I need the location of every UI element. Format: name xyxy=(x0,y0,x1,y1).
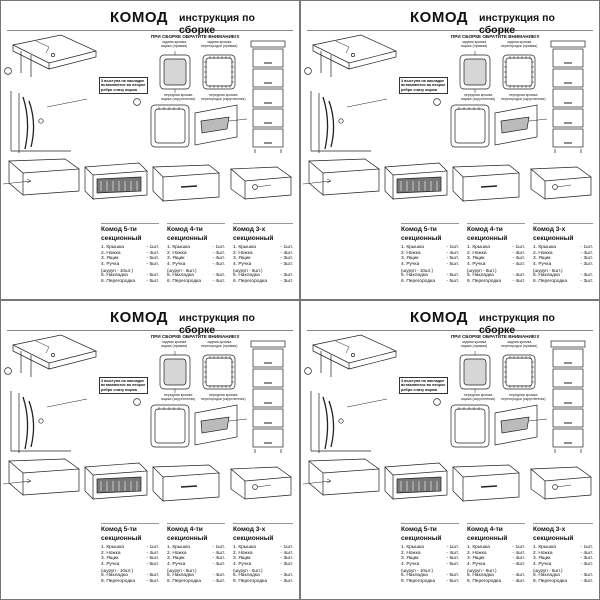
parts-title: Комод 3-х xyxy=(233,226,266,233)
part-name: 5. Накладка xyxy=(401,273,428,279)
frame-and-drawer-drawing xyxy=(151,105,247,147)
screw-note: (шуруп - 6шт.) xyxy=(233,567,263,573)
part-name: 6. Перегородка xyxy=(533,578,567,584)
part-qty: - 4шт. xyxy=(512,573,525,579)
sheet-subtitle: инструкция по сборке xyxy=(179,12,255,36)
part-name: 6. Перегородка xyxy=(101,578,135,584)
part-name: 5. Накладка xyxy=(101,273,128,279)
part-qty: - 1шт. xyxy=(146,544,159,550)
part-qty: - 1шт. xyxy=(212,244,225,250)
parts-list-3-section xyxy=(233,223,293,296)
part-qty: - 3шт. xyxy=(580,561,593,567)
parts-title: Комод 4-ти xyxy=(167,526,203,533)
parts-row xyxy=(533,579,593,585)
back-edge-caption: задняя кромка ящика (прямая) xyxy=(461,340,488,349)
lid-insertion-drawing xyxy=(313,335,396,377)
part-qty: - 4шт. xyxy=(512,273,525,279)
parts-row xyxy=(401,579,459,585)
frame-and-drawer-drawing xyxy=(451,105,547,147)
part-name: 6. Перегородка xyxy=(233,578,267,584)
part-name: 6. Перегородка xyxy=(101,278,135,284)
front-edge-caption: передняя кромка ящика (скругленная) xyxy=(161,393,196,402)
bump-note: 3 выступа на накладке вставляются во второе ребро снизу ящика xyxy=(99,377,148,394)
part-name: 5. Накладка xyxy=(233,573,260,579)
part-qty: - 3шт. xyxy=(580,578,593,584)
part-name: 4. Ручка xyxy=(401,261,420,267)
parts-title: Комод 4-ти xyxy=(467,526,503,533)
part-qty: - 5шт. xyxy=(446,561,459,567)
part-name: 2. Ножка xyxy=(167,250,187,256)
part-name: 2. Ножка xyxy=(101,550,121,556)
chest-tower-drawing xyxy=(251,41,285,153)
sheet-title: КОМОД xyxy=(410,309,468,326)
part-name: 5. Накладка xyxy=(467,573,494,579)
instruction-sheet-4 xyxy=(300,300,600,600)
part-name: 4. Ручка xyxy=(467,261,486,267)
parts-subtitle: секционный xyxy=(401,235,442,243)
screw-note: (шуруп - 10шт.) xyxy=(101,567,134,573)
part-qty: - 4шт. xyxy=(512,578,525,584)
part-qty: - 3шт. xyxy=(280,561,293,567)
drawer-assembly-row xyxy=(3,159,291,201)
part-qty: - 5шт. xyxy=(146,573,159,579)
part-qty: - 5шт. xyxy=(446,556,459,562)
parts-title: Комод 5-ти xyxy=(401,526,437,533)
corner-detail-drawing xyxy=(11,391,87,453)
parts-row xyxy=(167,579,225,585)
step-1-marker xyxy=(305,68,312,75)
partition-back-edge-caption: задняя кромка перегородки (прямая) xyxy=(501,40,538,49)
part-name: 3. Ящик xyxy=(101,556,119,562)
part-name: 6. Перегородка xyxy=(167,278,201,284)
parts-subtitle: секционный xyxy=(167,535,208,543)
part-qty: - 4шт. xyxy=(212,578,225,584)
part-name: 4. Ручка xyxy=(167,561,186,567)
part-qty: - 5шт. xyxy=(146,273,159,279)
part-name: 6. Перегородка xyxy=(401,578,435,584)
part-name: 5. Накладка xyxy=(167,573,194,579)
partition-front-edge-caption: передняя кромка перегородки (скругленная) xyxy=(501,93,546,102)
partition-drawing xyxy=(203,355,235,389)
parts-list-4-section xyxy=(467,223,525,296)
part-qty: - 3шт. xyxy=(580,256,593,262)
part-qty: - 5шт. xyxy=(446,278,459,284)
part-name: 1. Крышка xyxy=(401,544,424,550)
sheet-subtitle: инструкция по сборке xyxy=(479,12,555,36)
attention-note: ПРИ СБОРКЕ ОБРАТИТЕ ВНИМАНИЕ!!! xyxy=(451,334,540,339)
frame-and-drawer-drawing xyxy=(451,405,547,447)
step-2-marker xyxy=(434,99,441,106)
parts-title: Комод 3-х xyxy=(533,526,566,533)
part-qty: - 4шт. xyxy=(212,573,225,579)
instruction-sheet-3 xyxy=(0,300,300,600)
instruction-sheet-1 xyxy=(0,0,300,300)
part-name: 1. Крышка xyxy=(167,244,190,250)
part-name: 5. Накладка xyxy=(533,273,560,279)
part-name: 3. Ящик xyxy=(167,256,185,262)
part-name: 3. Ящик xyxy=(233,556,251,562)
part-qty: - 5шт. xyxy=(146,561,159,567)
parts-title: Комод 5-ти xyxy=(401,226,437,233)
part-name: 2. Ножка xyxy=(467,250,487,256)
part-name: 2. Ножка xyxy=(233,250,253,256)
part-qty: - 1шт. xyxy=(512,244,525,250)
part-qty: - 4шт. xyxy=(212,550,225,556)
parts-subtitle: секционный xyxy=(233,235,274,243)
parts-list-3-section xyxy=(533,523,593,596)
corner-detail-drawing xyxy=(311,391,387,453)
instruction-sheet-2 xyxy=(300,0,600,300)
bump-note: 3 выступа на накладке вставляются во второе ребро снизу ящика xyxy=(399,77,448,94)
part-qty: - 4шт. xyxy=(512,561,525,567)
part-name: 2. Ножка xyxy=(467,550,487,556)
parts-row xyxy=(233,279,293,285)
part-qty: - 4шт. xyxy=(280,550,293,556)
part-name: 2. Ножка xyxy=(233,550,253,556)
sheet-title: КОМОД xyxy=(110,9,168,26)
step-2-marker xyxy=(434,399,441,406)
part-name: 5. Накладка xyxy=(233,273,260,279)
part-qty: - 4шт. xyxy=(146,550,159,556)
part-name: 6. Перегородка xyxy=(167,578,201,584)
frame-and-drawer-drawing xyxy=(151,405,247,447)
parts-title: Комод 5-ти xyxy=(101,526,137,533)
attention-note: ПРИ СБОРКЕ ОБРАТИТЕ ВНИМАНИЕ!!! xyxy=(451,34,540,39)
bump-note: 3 выступа на накладке вставляются во второе ребро снизу ящика xyxy=(99,77,148,94)
front-edge-caption: передняя кромка ящика (скругленная) xyxy=(461,393,496,402)
part-name: 1. Крышка xyxy=(401,244,424,250)
part-name: 4. Ручка xyxy=(233,261,252,267)
parts-row xyxy=(533,279,593,285)
parts-subtitle: секционный xyxy=(233,535,274,543)
parts-subtitle: секционный xyxy=(101,535,142,543)
partition-back-edge-caption: задняя кромка перегородки (прямая) xyxy=(501,340,538,349)
part-qty: - 3шт. xyxy=(280,578,293,584)
lid-insertion-drawing xyxy=(13,35,96,77)
screw-note: (шуруп - 8шт.) xyxy=(167,567,197,573)
chest-tower-drawing xyxy=(551,41,585,153)
sheet-subtitle: инструкция по сборке xyxy=(479,312,555,336)
lid-insertion-drawing xyxy=(13,335,96,377)
part-qty: - 5шт. xyxy=(446,256,459,262)
parts-row xyxy=(101,579,159,585)
part-qty: - 3шт. xyxy=(280,278,293,284)
sheet-title: КОМОД xyxy=(110,309,168,326)
parts-subtitle: секционный xyxy=(167,235,208,243)
part-qty: - 3шт. xyxy=(280,256,293,262)
part-qty: - 4шт. xyxy=(280,250,293,256)
partition-front-edge-caption: передняя кромка перегородки (скругленная) xyxy=(201,93,246,102)
part-name: 5. Накладка xyxy=(467,273,494,279)
drawer-front-drawing xyxy=(460,51,490,93)
part-qty: - 5шт. xyxy=(146,261,159,267)
parts-row xyxy=(167,279,225,285)
part-name: 6. Перегородка xyxy=(401,278,435,284)
drawer-assembly-row xyxy=(303,159,591,201)
partition-front-edge-caption: передняя кромка перегородки (скругленная) xyxy=(201,393,246,402)
parts-row xyxy=(401,279,459,285)
part-qty: - 5шт. xyxy=(146,578,159,584)
screw-note: (шуруп - 10шт.) xyxy=(101,267,134,273)
parts-subtitle: секционный xyxy=(533,535,574,543)
drawer-front-drawing xyxy=(160,351,190,393)
step-1-marker xyxy=(5,368,12,375)
step-2-marker xyxy=(134,399,141,406)
part-qty: - 3шт. xyxy=(280,273,293,279)
parts-list-3-section xyxy=(533,223,593,296)
back-edge-caption: задняя кромка ящика (прямая) xyxy=(461,40,488,49)
partition-drawing xyxy=(503,55,535,89)
part-name: 1. Крышка xyxy=(101,244,124,250)
parts-list-5-section xyxy=(101,223,159,296)
drawer-front-drawing xyxy=(160,51,190,93)
part-qty: - 4шт. xyxy=(512,256,525,262)
part-name: 1. Крышка xyxy=(533,544,556,550)
part-name: 1. Крышка xyxy=(467,244,490,250)
parts-row xyxy=(101,279,159,285)
part-qty: - 3шт. xyxy=(580,573,593,579)
part-qty: - 1шт. xyxy=(446,244,459,250)
parts-row xyxy=(467,579,525,585)
part-qty: - 3шт. xyxy=(280,556,293,562)
drawer-front-drawing xyxy=(460,351,490,393)
parts-list-4-section xyxy=(467,523,525,596)
part-name: 5. Накладка xyxy=(167,273,194,279)
part-name: 5. Накладка xyxy=(533,573,560,579)
part-name: 2. Ножка xyxy=(401,550,421,556)
parts-subtitle: секционный xyxy=(401,535,442,543)
bump-note: 3 выступа на накладке вставляются во второе ребро снизу ящика xyxy=(399,377,448,394)
part-name: 4. Ручка xyxy=(167,261,186,267)
screw-note: (шуруп - 8шт.) xyxy=(467,567,497,573)
part-name: 4. Ручка xyxy=(401,561,420,567)
back-edge-caption: задняя кромка ящика (прямая) xyxy=(161,340,188,349)
part-name: 1. Крышка xyxy=(167,544,190,550)
part-qty: - 1шт. xyxy=(212,544,225,550)
part-qty: - 4шт. xyxy=(512,278,525,284)
part-name: 4. Ручка xyxy=(101,561,120,567)
partition-back-edge-caption: задняя кромка перегородки (прямая) xyxy=(201,40,238,49)
part-qty: - 4шт. xyxy=(446,550,459,556)
part-name: 1. Крышка xyxy=(101,544,124,550)
part-qty: - 4шт. xyxy=(212,261,225,267)
part-qty: - 5шт. xyxy=(446,578,459,584)
part-qty: - 4шт. xyxy=(512,261,525,267)
screw-note: (шуруп - 8шт.) xyxy=(167,267,197,273)
parts-list-5-section xyxy=(401,523,459,596)
part-qty: - 3шт. xyxy=(580,261,593,267)
part-qty: - 4шт. xyxy=(212,556,225,562)
part-name: 6. Перегородка xyxy=(467,278,501,284)
part-name: 1. Крышка xyxy=(467,544,490,550)
part-qty: - 4шт. xyxy=(446,250,459,256)
attention-note: ПРИ СБОРКЕ ОБРАТИТЕ ВНИМАНИЕ!!! xyxy=(151,34,240,39)
part-qty: - 5шт. xyxy=(146,256,159,262)
partition-drawing xyxy=(203,55,235,89)
part-name: 4. Ручка xyxy=(533,561,552,567)
parts-list-5-section xyxy=(101,523,159,596)
parts-title: Комод 3-х xyxy=(233,526,266,533)
part-qty: - 4шт. xyxy=(212,278,225,284)
part-name: 4. Ручка xyxy=(533,261,552,267)
part-name: 3. Ящик xyxy=(533,256,551,262)
part-name: 3. Ящик xyxy=(167,556,185,562)
part-name: 5. Накладка xyxy=(401,573,428,579)
partition-back-edge-caption: задняя кромка перегородки (прямая) xyxy=(201,340,238,349)
drawer-assembly-row xyxy=(303,459,591,501)
part-qty: - 1шт. xyxy=(280,544,293,550)
step-2-marker xyxy=(134,99,141,106)
part-qty: - 1шт. xyxy=(512,544,525,550)
part-qty: - 5шт. xyxy=(146,278,159,284)
part-name: 2. Ножка xyxy=(401,250,421,256)
part-name: 3. Ящик xyxy=(467,256,485,262)
parts-subtitle: секционный xyxy=(467,535,508,543)
part-name: 3. Ящик xyxy=(401,556,419,562)
front-edge-caption: передняя кромка ящика (скругленная) xyxy=(461,93,496,102)
part-qty: - 3шт. xyxy=(580,273,593,279)
parts-title: Комод 4-ти xyxy=(167,226,203,233)
part-name: 2. Ножка xyxy=(533,550,553,556)
screw-note: (шуруп - 10шт.) xyxy=(401,267,434,273)
part-name: 3. Ящик xyxy=(467,556,485,562)
part-qty: - 4шт. xyxy=(512,250,525,256)
attention-note: ПРИ СБОРКЕ ОБРАТИТЕ ВНИМАНИЕ!!! xyxy=(151,334,240,339)
part-qty: - 4шт. xyxy=(146,250,159,256)
screw-note: (шуруп - 6шт.) xyxy=(533,567,563,573)
step-1-marker xyxy=(305,368,312,375)
part-name: 3. Ящик xyxy=(401,256,419,262)
part-qty: - 4шт. xyxy=(512,556,525,562)
screw-note: (шуруп - 6шт.) xyxy=(533,267,563,273)
part-qty: - 3шт. xyxy=(580,556,593,562)
part-name: 2. Ножка xyxy=(533,250,553,256)
part-name: 3. Ящик xyxy=(101,256,119,262)
part-name: 6. Перегородка xyxy=(533,278,567,284)
part-qty: - 1шт. xyxy=(580,244,593,250)
part-name: 6. Перегородка xyxy=(233,278,267,284)
part-qty: - 4шт. xyxy=(512,550,525,556)
part-name: 1. Крышка xyxy=(233,244,256,250)
parts-list-3-section xyxy=(233,523,293,596)
part-qty: - 4шт. xyxy=(212,561,225,567)
part-qty: - 4шт. xyxy=(212,273,225,279)
chest-tower-drawing xyxy=(551,341,585,453)
partition-drawing xyxy=(503,355,535,389)
part-name: 1. Крышка xyxy=(233,544,256,550)
part-qty: - 1шт. xyxy=(280,244,293,250)
part-qty: - 5шт. xyxy=(446,261,459,267)
screw-note: (шуруп - 6шт.) xyxy=(233,267,263,273)
parts-title: Комод 5-ти xyxy=(101,226,137,233)
sheet-subtitle: инструкция по сборке xyxy=(179,312,255,336)
part-qty: - 3шт. xyxy=(280,573,293,579)
parts-row xyxy=(467,279,525,285)
part-name: 4. Ручка xyxy=(101,261,120,267)
parts-subtitle: секционный xyxy=(101,235,142,243)
front-edge-caption: передняя кромка ящика (скругленная) xyxy=(161,93,196,102)
part-name: 6. Перегородка xyxy=(467,578,501,584)
corner-detail-drawing xyxy=(11,91,87,153)
part-qty: - 5шт. xyxy=(446,573,459,579)
parts-subtitle: секционный xyxy=(533,235,574,243)
part-name: 2. Ножка xyxy=(101,250,121,256)
parts-list-5-section xyxy=(401,223,459,296)
part-name: 5. Накладка xyxy=(101,573,128,579)
part-qty: - 5шт. xyxy=(146,556,159,562)
screw-note: (шуруп - 8шт.) xyxy=(467,267,497,273)
sheet-title: КОМОД xyxy=(410,9,468,26)
parts-list-4-section xyxy=(167,523,225,596)
part-qty: - 5шт. xyxy=(446,273,459,279)
partition-front-edge-caption: передняя кромка перегородки (скругленная) xyxy=(501,393,546,402)
part-name: 3. Ящик xyxy=(533,556,551,562)
screw-note: (шуруп - 10шт.) xyxy=(401,567,434,573)
part-qty: - 1шт. xyxy=(580,544,593,550)
step-1-marker xyxy=(5,68,12,75)
parts-row xyxy=(233,579,293,585)
part-qty: - 3шт. xyxy=(280,261,293,267)
parts-title: Комод 4-ти xyxy=(467,226,503,233)
parts-subtitle: секционный xyxy=(467,235,508,243)
parts-list-4-section xyxy=(167,223,225,296)
corner-detail-drawing xyxy=(311,91,387,153)
part-qty: - 3шт. xyxy=(580,278,593,284)
back-edge-caption: задняя кромка ящика (прямая) xyxy=(161,40,188,49)
part-qty: - 4шт. xyxy=(580,550,593,556)
lid-insertion-drawing xyxy=(313,35,396,77)
part-name: 3. Ящик xyxy=(233,256,251,262)
part-qty: - 4шт. xyxy=(580,250,593,256)
part-qty: - 4шт. xyxy=(212,250,225,256)
part-qty: - 1шт. xyxy=(146,244,159,250)
part-name: 4. Ручка xyxy=(233,561,252,567)
part-name: 2. Ножка xyxy=(167,550,187,556)
part-name: 4. Ручка xyxy=(467,561,486,567)
part-name: 1. Крышка xyxy=(533,244,556,250)
parts-title: Комод 3-х xyxy=(533,226,566,233)
part-qty: - 1шт. xyxy=(446,544,459,550)
chest-tower-drawing xyxy=(251,341,285,453)
drawer-assembly-row xyxy=(3,459,291,501)
part-qty: - 4шт. xyxy=(212,256,225,262)
